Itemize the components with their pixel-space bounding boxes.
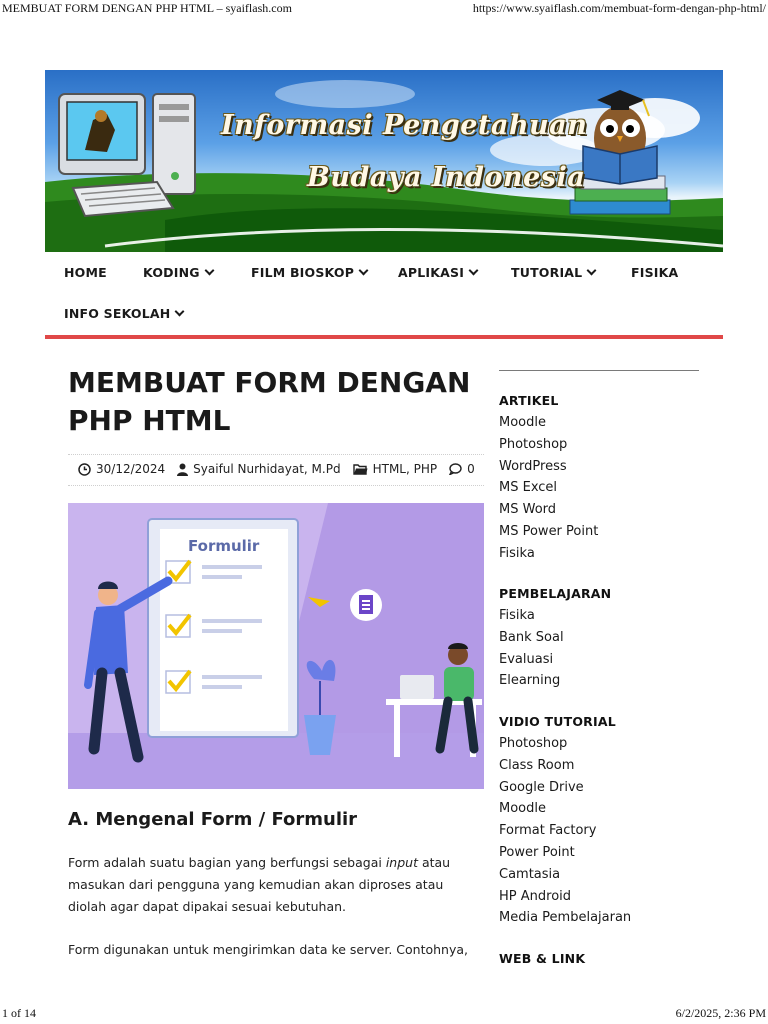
banner-title-line2: Budaya Indonesia xyxy=(307,162,586,193)
post-author[interactable]: Syaiful Nurhidayat, M.Pd xyxy=(193,462,341,476)
sidebar-link[interactable]: HP Android xyxy=(499,888,572,904)
sidebar-link[interactable]: Google Drive xyxy=(499,779,584,795)
main-navigation xyxy=(45,252,723,336)
nav-item-home[interactable] xyxy=(64,265,107,280)
sidebar-link[interactable]: Bank Soal xyxy=(499,629,564,645)
article-meta xyxy=(68,454,484,486)
folder-icon xyxy=(353,463,368,475)
nav-item-label: FILM BIOSKOP xyxy=(251,265,355,280)
print-footer xyxy=(0,1006,768,1024)
banner-artwork xyxy=(45,70,723,252)
nav-item-label: FISIKA xyxy=(631,265,679,280)
sidebar-link[interactable]: Fisika xyxy=(499,545,535,561)
sidebar-link[interactable]: MS Excel xyxy=(499,480,558,496)
sidebar-widget-vidio-tutorial xyxy=(499,711,631,929)
nav-item-tutorial[interactable] xyxy=(511,265,595,280)
nav-item-label: HOME xyxy=(64,265,107,280)
print-page-number: 1 of 14 xyxy=(2,1006,36,1020)
sidebar-heading: WEB & LINK xyxy=(499,951,586,966)
sidebar-widget-pembelajaran xyxy=(499,583,611,692)
site-banner[interactable] xyxy=(45,70,723,252)
sidebar-link[interactable]: Format Factory xyxy=(499,823,597,839)
sidebar-divider xyxy=(499,370,699,371)
nav-divider xyxy=(45,335,723,339)
sidebar-link[interactable]: Media Pembelajaran xyxy=(499,910,632,926)
article-paragraph: Form digunakan untuk mengirimkan data ke server. Contohnya, xyxy=(68,942,468,957)
chevron-down-icon xyxy=(359,266,369,276)
chevron-down-icon xyxy=(175,307,185,317)
sidebar-link[interactable]: Elearning xyxy=(499,673,561,689)
nav-item-label: INFO SEKOLAH xyxy=(64,306,171,321)
form-illustration xyxy=(68,503,484,789)
sidebar-link[interactable]: MS Word xyxy=(499,502,557,518)
hero-image xyxy=(68,503,484,789)
sidebar-widget-web-link xyxy=(499,948,585,970)
sidebar-heading: PEMBELAJARAN xyxy=(499,586,612,601)
sidebar-link[interactable]: Photoshop xyxy=(499,736,568,751)
nav-item-fisika[interactable] xyxy=(631,265,678,280)
section-heading: A. Mengenal Form / Formulir xyxy=(68,809,358,830)
nav-item-label: TUTORIAL xyxy=(511,265,583,280)
chevron-down-icon xyxy=(587,266,597,276)
hero-form-label: Formulir xyxy=(188,537,260,555)
comment-count[interactable]: 0 xyxy=(467,462,475,476)
sidebar-link[interactable]: Moodle xyxy=(499,415,546,430)
chevron-down-icon xyxy=(204,266,214,276)
clock-icon xyxy=(78,463,91,476)
nav-item-label: KODING xyxy=(143,265,200,280)
print-header xyxy=(0,0,768,18)
article-title: MEMBUAT FORM DENGAN PHP HTML xyxy=(68,366,471,437)
print-page-url: https://www.syaiflash.com/membuat-form-dengan-php-html/ xyxy=(472,1,766,15)
print-page-title: MEMBUAT FORM DENGAN PHP HTML – syaiflash.com xyxy=(2,1,292,15)
sidebar-link[interactable]: Class Room xyxy=(499,757,575,773)
sidebar-link[interactable]: MS Power Point xyxy=(499,523,599,539)
chevron-down-icon xyxy=(469,266,479,276)
sidebar-link[interactable]: Power Point xyxy=(499,844,575,860)
sidebar-heading: ARTIKEL xyxy=(499,393,559,408)
sidebar-link[interactable]: Camtasia xyxy=(499,866,561,882)
post-date[interactable]: 30/12/2024 xyxy=(96,462,166,476)
sidebar-link[interactable]: WordPress xyxy=(499,458,567,474)
sidebar-widget-artikel xyxy=(499,390,598,565)
print-datetime: 6/2/2025, 2:36 PM xyxy=(675,1006,766,1020)
sidebar-heading: VIDIO TUTORIAL xyxy=(499,714,616,729)
banner-title-line1: Informasi Pengetahuan xyxy=(221,110,588,141)
user-icon xyxy=(177,463,188,476)
nav-item-label: APLIKASI xyxy=(398,265,465,280)
nav-item-film-bioskop[interactable] xyxy=(251,265,367,280)
sidebar-link[interactable]: Moodle xyxy=(499,801,546,817)
sidebar-link[interactable]: Photoshop xyxy=(499,436,568,452)
sidebar-link[interactable]: Fisika xyxy=(499,608,535,623)
article-paragraph: Form adalah suatu bagian yang berfungsi sebagai input atau masukan dari pengguna yang kemudian akan diproses atau diolah agar dapat dipakai sesuai kebutuhan. xyxy=(68,855,451,914)
nav-item-info-sekolah[interactable] xyxy=(64,306,183,321)
nav-item-aplikasi[interactable] xyxy=(398,265,477,280)
post-categories[interactable]: HTML, PHP xyxy=(372,462,438,476)
sidebar-link[interactable]: Evaluasi xyxy=(499,651,554,667)
nav-item-koding[interactable] xyxy=(143,265,213,280)
comment-icon xyxy=(449,463,462,475)
